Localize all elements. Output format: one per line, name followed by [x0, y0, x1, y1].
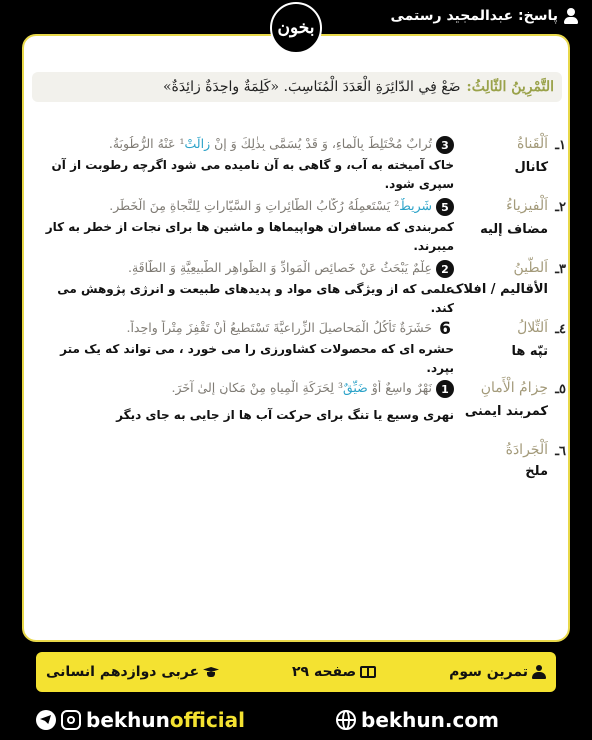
arabic-sentence — [34, 136, 432, 151]
answer-card — [22, 34, 570, 642]
sentence-highlight: ضَيِّقٌ — [342, 380, 368, 395]
row-number: ١ـ — [555, 138, 566, 153]
row-word: اَلْجَرادَةُ — [505, 442, 548, 458]
row-meaning: مضاف إلیه — [480, 222, 548, 237]
persian-translation: علمی که از ویژگی های مواد و پدیدهای طبیعت و انرژی پژوهش می کند. — [57, 282, 454, 315]
arabic-sentence — [34, 260, 432, 275]
row-meaning: کانال — [514, 160, 548, 175]
sentence-part: حَشَرَةٌ تَأْكُلُ الْمَحاصيلَ الزِّراعيَّةَ تَسْتَطيعُ أَنْ تَقْفِزَ مِتْراً واحِداً. — [126, 320, 432, 335]
bekhun-logo: بخون — [270, 2, 322, 54]
arabic-sentence — [34, 198, 432, 213]
course-label: عربی دوازدهم انسانی — [46, 664, 200, 680]
person-icon — [564, 8, 578, 24]
arabic-sentence — [34, 320, 432, 335]
sentence-highlight: زالَتْ — [184, 136, 211, 151]
teacher-icon — [532, 665, 546, 679]
sentence-part: ² يَسْتَعمِلُهُ رُكّابُ الطّائِراتِ وَ السَّيّاراتِ لِلنَّجاةِ مِنَ الْخَطَرِ. — [109, 198, 400, 213]
book-icon — [360, 666, 376, 678]
row-number: ٢ـ — [555, 200, 566, 215]
row-word: اَلتِّلالُ — [517, 320, 548, 336]
exercise-title — [32, 72, 562, 102]
answer-badge: 5 — [436, 198, 454, 216]
persian-translation: کمربندی که مسافران هواپیماها و ماشین ها برای نجات از خطر به کار میبرند. — [45, 220, 454, 253]
graduation-cap-icon — [203, 666, 219, 678]
footer-lesson — [449, 664, 546, 680]
page-label: صفحه ٢٩ — [292, 664, 357, 680]
telegram-icon[interactable] — [36, 710, 56, 730]
persian-translation: حشره ای که محصولات کشاورزی را می خورد ، می تواند که یک متر بپرد. — [60, 342, 454, 375]
handle-prefix: bekhun — [86, 708, 170, 732]
answer-badge: 2 — [436, 260, 454, 278]
sentence-part: ¹ عَنْهُ الرُّطُوبَةُ. — [108, 136, 185, 151]
row-meaning: الأقالیم / افلاک — [450, 282, 548, 297]
sentence-highlight: شَريطٌ — [399, 198, 432, 213]
answer-badge: 1 — [436, 380, 454, 398]
answer-badge: 6 — [439, 319, 451, 339]
handle-text[interactable] — [86, 708, 245, 732]
sentence-part: ³ لِحَرَكَةِ الْمِياهِ مِنْ مَكانٍ إِلىٰ آخَرَ. — [171, 380, 343, 395]
persian-translation: نهری وسیع یا تنگ برای حرکت آب ها از جایی به جای دیگر — [116, 408, 454, 422]
answer-badge: 3 — [436, 136, 454, 154]
exercise-heading: التَّمْرِينُ الثّالِثُ: — [466, 79, 554, 95]
answerer-label: پاسخ: عبدالمجید رستمی — [390, 8, 558, 24]
row-meaning: کمربند ایمنی — [464, 404, 548, 419]
row-number: ٥ـ — [555, 382, 566, 397]
globe-icon — [336, 710, 356, 730]
row-meaning: تپّه ها — [511, 344, 548, 359]
row-number: ٦ـ — [555, 444, 566, 459]
footer-page — [292, 664, 376, 680]
row-word: حِزامُ الْأَمانِ — [480, 380, 548, 396]
row-number: ٣ـ — [555, 262, 566, 277]
website-link[interactable] — [336, 708, 499, 732]
persian-translation: خاک آمیخته به آب، و گاهی به آن نامیده می شود اگرچه رطوبت از آن سپری شود. — [51, 158, 454, 191]
handle-suffix: official — [169, 708, 246, 732]
row-meaning: ملخ — [525, 464, 548, 479]
sentence-part: نَهْرٌ واسِعٌ أَوْ — [367, 380, 432, 395]
row-number: ٤ـ — [555, 322, 566, 337]
row-word: اَلْفيزياءُ — [506, 198, 548, 214]
footer-course — [46, 664, 219, 680]
row-word: اَلطّينُ — [513, 260, 548, 276]
sentence-part: تُرابٌ مُخْتَلِطٌ بِالْماءِ، وَ قَدْ يُسَمَّى بِذٰلِكَ وَ إِنْ — [210, 136, 432, 151]
arabic-sentence — [34, 380, 432, 395]
website-text[interactable]: bekhun.com — [361, 708, 499, 732]
sentence-part: عِلْمٌ يَبْحَثُ عَنْ خَصائِصِ الْمَوادِّ وَ الظَّواهِرِ الطَّبيعِيَّةِ وَ الطّاقَةِ. — [127, 260, 432, 275]
social-handle[interactable] — [36, 708, 245, 732]
lesson-label: تمرین سوم — [449, 664, 528, 680]
footer-bar — [36, 652, 556, 692]
answerer — [390, 8, 578, 24]
row-word: اَلْقَناةُ — [516, 136, 548, 152]
bottom-bar — [0, 704, 592, 740]
exercise-instruction: ضَعْ فِي الدّائِرَةِ الْعَدَدَ الْمُنَاسِبَ. «كَلِمَةٌ واحِدَةٌ زائِدَةٌ» — [162, 79, 461, 95]
instagram-icon[interactable] — [61, 710, 81, 730]
